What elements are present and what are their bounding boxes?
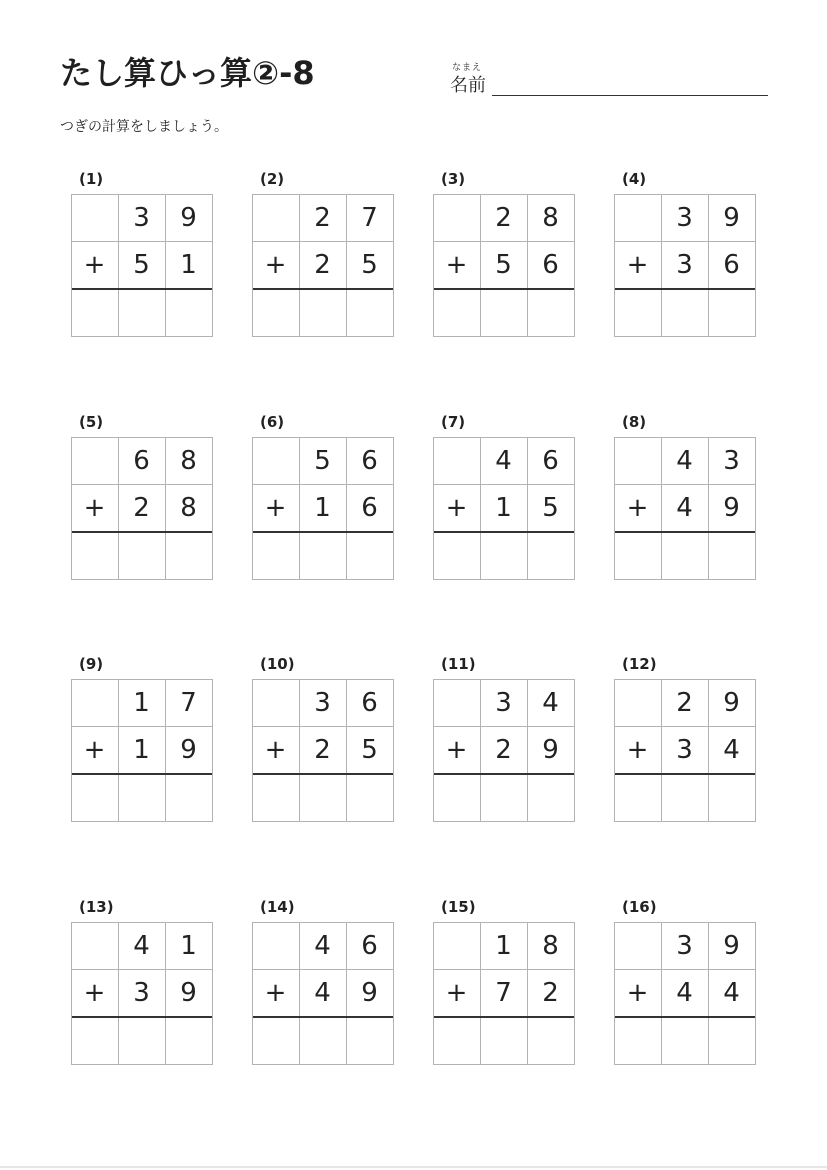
addition-problem <box>433 655 575 827</box>
answer-ones-cell[interactable] <box>708 531 755 578</box>
bottom-ones-digit: 8 <box>180 492 197 523</box>
answer-tens-cell[interactable] <box>480 773 527 820</box>
worksheet-title: たし算ひっ算②-8 <box>60 54 315 92</box>
top-ones-digit: 8 <box>542 202 559 233</box>
addition-problem <box>433 170 575 342</box>
top-ones-digit: 9 <box>723 202 740 233</box>
problem-number: (10) <box>260 655 295 673</box>
empty-cell[interactable] <box>252 679 299 726</box>
empty-cell[interactable] <box>71 922 118 969</box>
top-ones-digit: 4 <box>542 687 559 718</box>
answer-ones-cell[interactable] <box>708 1016 755 1063</box>
answer-hundreds-cell[interactable] <box>71 288 118 335</box>
answer-ones-cell[interactable] <box>346 531 393 578</box>
bottom-ones-digit: 4 <box>723 734 740 765</box>
calculation-grid <box>433 194 575 337</box>
answer-hundreds-cell[interactable] <box>433 1016 480 1063</box>
calculation-grid <box>614 679 756 822</box>
answer-tens-cell[interactable] <box>480 531 527 578</box>
top-ones-digit: 6 <box>542 445 559 476</box>
addition-problem <box>614 655 756 827</box>
answer-ones-cell[interactable] <box>165 288 212 335</box>
bottom-ones-digit: 6 <box>361 492 378 523</box>
bottom-tens-digit: 4 <box>676 492 693 523</box>
problem-number: (5) <box>79 413 104 431</box>
answer-hundreds-cell[interactable] <box>71 773 118 820</box>
empty-cell[interactable] <box>433 194 480 241</box>
bottom-tens-digit: 3 <box>676 249 693 280</box>
calculation-grid <box>614 437 756 580</box>
plus-sign: + <box>83 492 106 523</box>
plus-sign: + <box>445 977 468 1008</box>
top-ones-digit: 6 <box>361 687 378 718</box>
empty-cell[interactable] <box>614 922 661 969</box>
top-ones-digit: 6 <box>361 930 378 961</box>
empty-cell[interactable] <box>614 194 661 241</box>
bottom-ones-digit: 2 <box>542 977 559 1008</box>
answer-tens-cell[interactable] <box>661 288 708 335</box>
addition-problem <box>433 898 575 1070</box>
answer-hundreds-cell[interactable] <box>252 1016 299 1063</box>
empty-cell[interactable] <box>71 437 118 484</box>
top-tens-digit: 1 <box>495 930 512 961</box>
answer-tens-cell[interactable] <box>480 1016 527 1063</box>
top-tens-digit: 3 <box>133 202 150 233</box>
answer-tens-cell[interactable] <box>661 773 708 820</box>
answer-ones-cell[interactable] <box>346 773 393 820</box>
empty-cell[interactable] <box>433 679 480 726</box>
name-field <box>450 60 770 100</box>
answer-ones-cell[interactable] <box>708 773 755 820</box>
top-tens-digit: 5 <box>314 445 331 476</box>
answer-hundreds-cell[interactable] <box>252 531 299 578</box>
calculation-grid <box>252 679 394 822</box>
plus-sign: + <box>264 492 287 523</box>
problem-number: (7) <box>441 413 466 431</box>
answer-ones-cell[interactable] <box>527 773 574 820</box>
answer-tens-cell[interactable] <box>118 288 165 335</box>
bottom-ones-digit: 6 <box>542 249 559 280</box>
bottom-ones-digit: 9 <box>542 734 559 765</box>
top-tens-digit: 4 <box>676 445 693 476</box>
calculation-grid <box>433 679 575 822</box>
bottom-ones-digit: 4 <box>723 977 740 1008</box>
top-tens-digit: 2 <box>314 202 331 233</box>
top-ones-digit: 3 <box>723 445 740 476</box>
addition-problem <box>614 898 756 1070</box>
plus-sign: + <box>264 734 287 765</box>
addition-problem <box>614 170 756 342</box>
bottom-tens-digit: 2 <box>314 734 331 765</box>
answer-hundreds-cell[interactable] <box>433 288 480 335</box>
name-label: 名前 <box>450 75 486 96</box>
plus-sign: + <box>445 492 468 523</box>
problem-number: (13) <box>79 898 114 916</box>
top-ones-digit: 9 <box>723 930 740 961</box>
problem-number: (9) <box>79 655 104 673</box>
answer-tens-cell[interactable] <box>118 531 165 578</box>
bottom-ones-digit: 9 <box>723 492 740 523</box>
top-tens-digit: 3 <box>495 687 512 718</box>
bottom-tens-digit: 4 <box>676 977 693 1008</box>
bottom-tens-digit: 5 <box>133 249 150 280</box>
top-tens-digit: 4 <box>314 930 331 961</box>
addition-problem <box>252 655 394 827</box>
plus-sign: + <box>626 977 649 1008</box>
answer-ones-cell[interactable] <box>165 531 212 578</box>
plus-sign: + <box>626 249 649 280</box>
plus-sign: + <box>83 977 106 1008</box>
plus-sign: + <box>264 249 287 280</box>
top-ones-digit: 9 <box>723 687 740 718</box>
answer-ones-cell[interactable] <box>165 1016 212 1063</box>
name-ruby: なまえ <box>452 63 483 73</box>
empty-cell[interactable] <box>252 194 299 241</box>
addition-problem <box>71 898 213 1070</box>
answer-ones-cell[interactable] <box>165 773 212 820</box>
plus-sign: + <box>83 734 106 765</box>
answer-ones-cell[interactable] <box>527 288 574 335</box>
top-ones-digit: 8 <box>542 930 559 961</box>
plus-sign: + <box>626 734 649 765</box>
addition-problem <box>71 170 213 342</box>
calculation-grid <box>252 194 394 337</box>
top-tens-digit: 1 <box>133 687 150 718</box>
answer-hundreds-cell[interactable] <box>614 288 661 335</box>
top-ones-digit: 6 <box>361 445 378 476</box>
calculation-grid <box>71 922 213 1065</box>
problem-number: (11) <box>441 655 476 673</box>
bottom-tens-digit: 2 <box>314 249 331 280</box>
plus-sign: + <box>264 977 287 1008</box>
top-tens-digit: 3 <box>314 687 331 718</box>
bottom-tens-digit: 3 <box>133 977 150 1008</box>
plus-sign: + <box>445 734 468 765</box>
problem-number: (14) <box>260 898 295 916</box>
bottom-tens-digit: 4 <box>314 977 331 1008</box>
calculation-grid <box>614 194 756 337</box>
answer-tens-cell[interactable] <box>118 773 165 820</box>
addition-problem <box>71 655 213 827</box>
calculation-grid <box>433 922 575 1065</box>
instruction-text: つぎの計算をしましょう。 <box>60 119 228 135</box>
answer-hundreds-cell[interactable] <box>71 1016 118 1063</box>
bottom-tens-digit: 1 <box>314 492 331 523</box>
problem-number: (8) <box>622 413 647 431</box>
bottom-ones-digit: 5 <box>542 492 559 523</box>
top-ones-digit: 7 <box>180 687 197 718</box>
answer-tens-cell[interactable] <box>118 1016 165 1063</box>
problem-number: (6) <box>260 413 285 431</box>
answer-hundreds-cell[interactable] <box>433 531 480 578</box>
calculation-grid <box>252 437 394 580</box>
problem-number: (15) <box>441 898 476 916</box>
answer-tens-cell[interactable] <box>299 531 346 578</box>
problem-number: (4) <box>622 170 647 188</box>
calculation-grid <box>71 194 213 337</box>
addition-problem <box>252 170 394 342</box>
answer-hundreds-cell[interactable] <box>71 531 118 578</box>
bottom-tens-digit: 1 <box>495 492 512 523</box>
problem-number: (2) <box>260 170 285 188</box>
bottom-tens-digit: 7 <box>495 977 512 1008</box>
top-tens-digit: 4 <box>133 930 150 961</box>
answer-tens-cell[interactable] <box>480 288 527 335</box>
top-tens-digit: 2 <box>495 202 512 233</box>
calculation-grid <box>71 437 213 580</box>
plus-sign: + <box>445 249 468 280</box>
calculation-grid <box>614 922 756 1065</box>
bottom-ones-digit: 6 <box>723 249 740 280</box>
empty-cell[interactable] <box>433 922 480 969</box>
top-ones-digit: 8 <box>180 445 197 476</box>
problem-number: (12) <box>622 655 657 673</box>
empty-cell[interactable] <box>614 437 661 484</box>
answer-tens-cell[interactable] <box>299 1016 346 1063</box>
top-tens-digit: 4 <box>495 445 512 476</box>
addition-problem <box>433 413 575 585</box>
empty-cell[interactable] <box>433 437 480 484</box>
calculation-grid <box>433 437 575 580</box>
calculation-grid <box>71 679 213 822</box>
answer-hundreds-cell[interactable] <box>252 773 299 820</box>
answer-ones-cell[interactable] <box>346 1016 393 1063</box>
calculation-grid <box>252 922 394 1065</box>
answer-hundreds-cell[interactable] <box>614 531 661 578</box>
addition-problem <box>71 413 213 585</box>
top-tens-digit: 6 <box>133 445 150 476</box>
addition-problem <box>252 413 394 585</box>
problem-number: (3) <box>441 170 466 188</box>
problem-number: (1) <box>79 170 104 188</box>
answer-tens-cell[interactable] <box>661 1016 708 1063</box>
answer-hundreds-cell[interactable] <box>433 773 480 820</box>
page-bottom-edge <box>0 1166 827 1168</box>
empty-cell[interactable] <box>252 922 299 969</box>
bottom-ones-digit: 5 <box>361 249 378 280</box>
answer-ones-cell[interactable] <box>527 531 574 578</box>
answer-hundreds-cell[interactable] <box>614 1016 661 1063</box>
bottom-tens-digit: 3 <box>676 734 693 765</box>
bottom-ones-digit: 9 <box>180 977 197 1008</box>
bottom-tens-digit: 2 <box>495 734 512 765</box>
answer-hundreds-cell[interactable] <box>614 773 661 820</box>
bottom-tens-digit: 5 <box>495 249 512 280</box>
answer-ones-cell[interactable] <box>527 1016 574 1063</box>
answer-ones-cell[interactable] <box>346 288 393 335</box>
top-ones-digit: 1 <box>180 930 197 961</box>
problem-number: (16) <box>622 898 657 916</box>
answer-ones-cell[interactable] <box>708 288 755 335</box>
top-tens-digit: 3 <box>676 930 693 961</box>
bottom-ones-digit: 1 <box>180 249 197 280</box>
empty-cell[interactable] <box>614 679 661 726</box>
bottom-tens-digit: 1 <box>133 734 150 765</box>
top-ones-digit: 7 <box>361 202 378 233</box>
bottom-ones-digit: 9 <box>180 734 197 765</box>
top-tens-digit: 3 <box>676 202 693 233</box>
name-writing-line[interactable] <box>492 95 768 96</box>
answer-tens-cell[interactable] <box>661 531 708 578</box>
empty-cell[interactable] <box>252 437 299 484</box>
answer-tens-cell[interactable] <box>299 288 346 335</box>
bottom-tens-digit: 2 <box>133 492 150 523</box>
addition-problem <box>614 413 756 585</box>
top-tens-digit: 2 <box>676 687 693 718</box>
addition-problem <box>252 898 394 1070</box>
empty-cell[interactable] <box>71 194 118 241</box>
top-ones-digit: 9 <box>180 202 197 233</box>
plus-sign: + <box>626 492 649 523</box>
bottom-ones-digit: 5 <box>361 734 378 765</box>
answer-tens-cell[interactable] <box>299 773 346 820</box>
empty-cell[interactable] <box>71 679 118 726</box>
answer-hundreds-cell[interactable] <box>252 288 299 335</box>
bottom-ones-digit: 9 <box>361 977 378 1008</box>
plus-sign: + <box>83 249 106 280</box>
